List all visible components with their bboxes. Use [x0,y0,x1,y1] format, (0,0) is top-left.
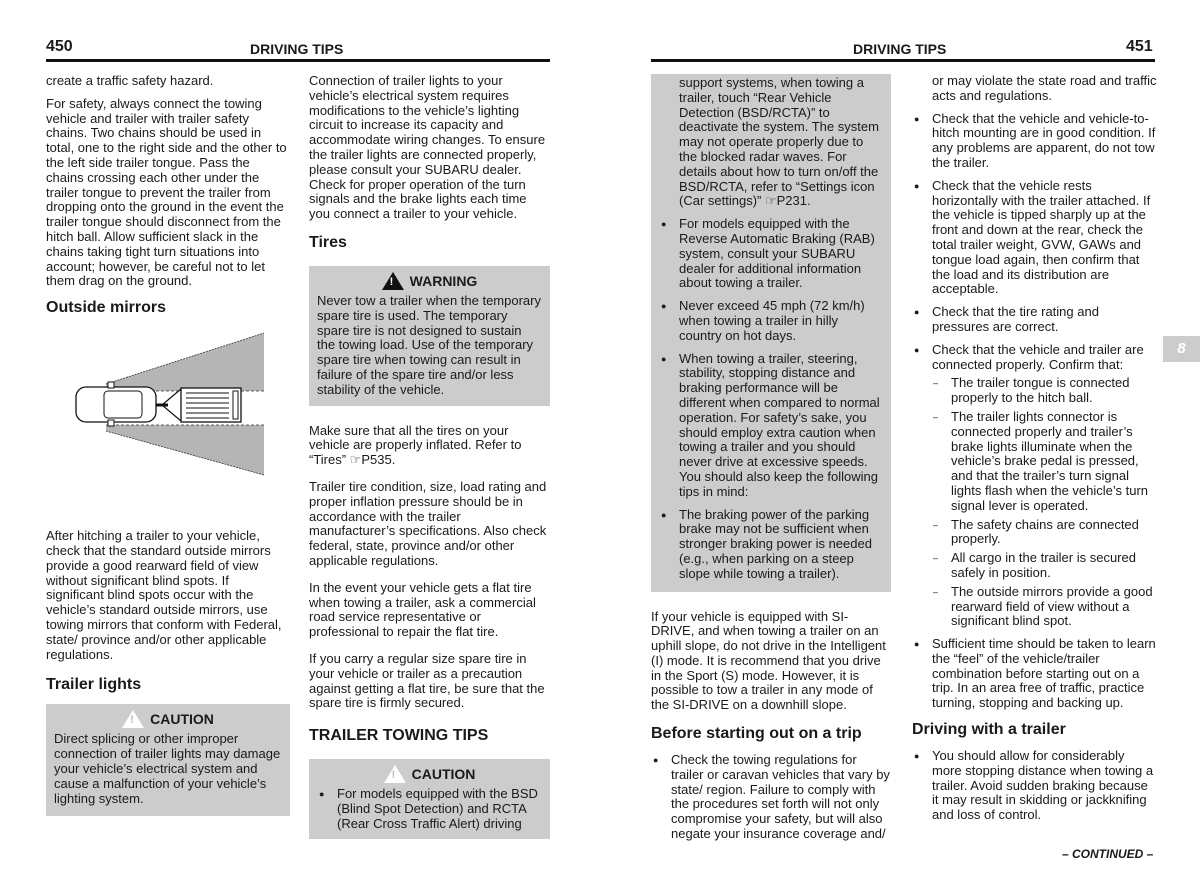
caution-bullet: ● For models equipped with the BSD (Blind Spot Detection) and RCTA (Rear Cross Traffic Alert) driving [317,787,542,831]
caution-title: CAUTION [411,766,476,783]
caution-box-towing [309,759,550,839]
paragraph-flat-tire: In the event your vehicle gets a flat tire when towing a trailer, ask a commercial road service representative or professional to repair the flat tire. [309,579,536,640]
chapter-tab: 8 [1163,336,1200,362]
mirror-field-of-view-figure [46,325,290,525]
caution-bullet: ● When towing a trailer, steering, stability, stopping distance and braking performance will be different when compared to normal operation. For safety’s sake, you should employ extra caution when towing a trailer and you should never drive at excessive speeds. You should also keep the following tips in mind: [659,352,883,500]
list-item: ● Check that the vehicle rests horizontally with the trailer attached. If the vehicle is tipped sharply up at the front and down at the rear, check the total trailer weight, GVW, GAWs and tongue load again, then confirm that the load and its distribution are acceptable. [912,179,1157,297]
paragraph-continued: or may violate the state road and traffic acts and regulations. [932,73,1157,103]
list-item: ● Check the towing regulations for trailer or caravan vehicles that vary by state/ region. Failure to comply with the procedures set forth will not only compromise your safety, but will also negate your insurance coverage and/ [651,753,891,842]
paragraph-mirrors: After hitching a trailer to your vehicle, check that the standard outside mirrors provide a good rearward field of view without significant blind spots. If significant blind spots occur with the vehicle’s standard outside mirrors, use towing mirrors that conform with Federal, state/ province and/or other applicable regulations. [46,528,282,662]
heading-trailer-towing-tips: TRAILER TOWING TIPS [309,727,489,745]
heading-tires: Tires [309,233,347,251]
paragraph-trailer-lights-connection: Connection of trailer lights to your vehicle’s electrical system requires modifications to the vehicle’s lighting circuit to increase its capacity and accommodate wiring changes. To ensure the trailer lights are connected properly, please consult your SUBARU dealer. Check for proper operation of the turn signals and the brake lights each time you connect a trailer to your vehicle. [309,73,546,222]
list-item: ● You should allow for considerably more stopping distance when towing a trailer. Avoid sudden braking because it may result in skidding or jackknifing and loss of control. [912,749,1157,823]
caution-triangle-icon: ! [122,710,144,728]
caution-continued-text: support systems, when towing a trailer, touch “Rear Vehicle Detection (BSD/RCTA)” to deactivate the system. The system may not operate properly due to the blocked radar waves. For details about how to turn on/off the BSD/RCTA, refer to “Settings icon (Car settings)” ☞P231. [679,75,879,209]
paragraph-tire-inflation: Make sure that all the tires on your vehicle are properly inflated. Refer to “Tires” ☞P535. [309,422,522,468]
list-item: ● Sufficient time should be taken to learn the “feel” of the vehicle/trailer combination before starting out on a trip. In an area free of traffic, practice turning, stopping and backing up. [912,637,1157,711]
heading-driving-with-trailer: Driving with a trailer [912,721,1066,739]
dash-item: – All cargo in the trailer is secured safely in position. [932,551,1157,581]
warning-text: Never tow a trailer when the temporary spare tire is used. The temporary spare tire is not designed to sustain the towing load. Use of the temporary spare tire when towing can result in failure of the spare tire and/or less stability of the vehicle. [317,292,541,397]
running-head-left: DRIVING TIPS [250,41,344,57]
paragraph-spare-tire: If you carry a regular size spare tire in your vehicle or trailer as a precaution against getting a flat tire, be sure that the spare tire is firmly secured. [309,650,545,711]
heading-before-starting: Before starting out on a trip [651,725,862,743]
list-item-connection-check: ● Check that the vehicle and trailer are connected properly. Confirm that: – The trailer tongue is connected properly to the hitch ball. – The trailer lights connector is connected properly and trailer’s brake lights illuminate when the vehicle’s brake pedal is pressed, and that the trailer’s turn signal lights flash when the vehicle’s turn signal lever is operated. – The safety chains are connected properly. – All cargo in the trailer is secured safely in position. – The outside mirrors provide a good rearward field of view without a significant blind spot. [912,343,1157,629]
paragraph-tire-condition: Trailer tire condition, size, load rating and proper inflation pressure should be in accordance with the trailer manufacturer’s specifications. Also check federal, state, province and/or other applicable regulations. [309,478,547,568]
caution-title: CAUTION [150,711,214,728]
vehicle-trailer-diagram-icon [46,325,290,525]
paragraph-safety-chains: For safety, always connect the towing vehicle and trailer with trailer safety chains. Two chains should be used in total, one to the right side and the other to the left side trailer tongue. Pass the chains crossing each other under the trailer tongue to prevent the trailer from dropping onto the ground in the event the trailer tongue should disconnect from the hitch ball. Allow sufficient slack in the chains taking tight turn situations into account; however, be careful not to let them drag on the ground. [46,95,287,289]
dash-item: – The trailer tongue is connected properly to the hitch ball. [932,376,1157,406]
page-number-right: 451 [1126,38,1153,55]
left-column-1 [46,74,290,816]
heading-trailer-lights: Trailer lights [46,676,142,694]
caution-text: Direct splicing or other improper connection of trailer lights may damage your vehicle’s electrical system and cause a malfunction of your vehicle’s lighting system. [54,731,281,806]
caution-triangle-icon: ! [384,765,406,783]
warning-title: WARNING [409,272,478,289]
header-rule-left [46,59,550,62]
list-item: ● Check that the tire rating and pressures are correct. [912,305,1157,335]
paragraph-si-drive: If your vehicle is equipped with SI-DRIVE, and when towing a trailer on an uphill slope, do not drive in the Intelligent (I) mode. It is recommend that you drive in the Sport (S) mode. However, it is possible to tow a trailer in any mode of the SI-DRIVE on a downhill slope. [651,608,886,713]
caution-bullet: ● The braking power of the parking brake may not be sufficient when stronger braking power is needed (e.g., when parking on a steep slope while towing a trailer). [659,508,883,582]
warning-triangle-icon: ! [382,272,404,290]
running-head-right: DRIVING TIPS [853,41,947,57]
caution-box-continued [651,74,891,592]
header-rule-right [651,59,1155,62]
warning-box-tires [309,266,550,406]
caution-bullet: ● For models equipped with the Reverse Automatic Braking (RAB) system, consult your SUBARU dealer for additional information about towing a trailer. [659,217,883,291]
continued-label: – CONTINUED – [1062,847,1154,861]
heading-outside-mirrors: Outside mirrors [46,299,167,317]
right-column-2 [912,74,1157,831]
left-column-2 [309,74,550,839]
dash-item: – The safety chains are connected properly. [932,518,1157,548]
dash-item: – The trailer lights connector is connected properly and trailer’s brake lights illuminate when the vehicle’s brake pedal is pressed, and that the trailer’s turn signal lights flash when the vehicle’s turn signal lever is operated. [932,410,1157,514]
right-column-1 [651,74,891,850]
paragraph: create a traffic safety hazard. [46,73,214,88]
page-number-left: 450 [46,38,73,55]
list-item: ● Check that the vehicle and vehicle-to-hitch mounting are in good condition. If any problems are apparent, do not tow the trailer. [912,112,1157,171]
caution-box-trailer-lights [46,704,290,816]
caution-bullet: ● Never exceed 45 mph (72 km/h) when towing a trailer in hilly country on hot days. [659,299,883,343]
dash-item: – The outside mirrors provide a good rearward field of view without a significant blind spot. [932,585,1157,629]
